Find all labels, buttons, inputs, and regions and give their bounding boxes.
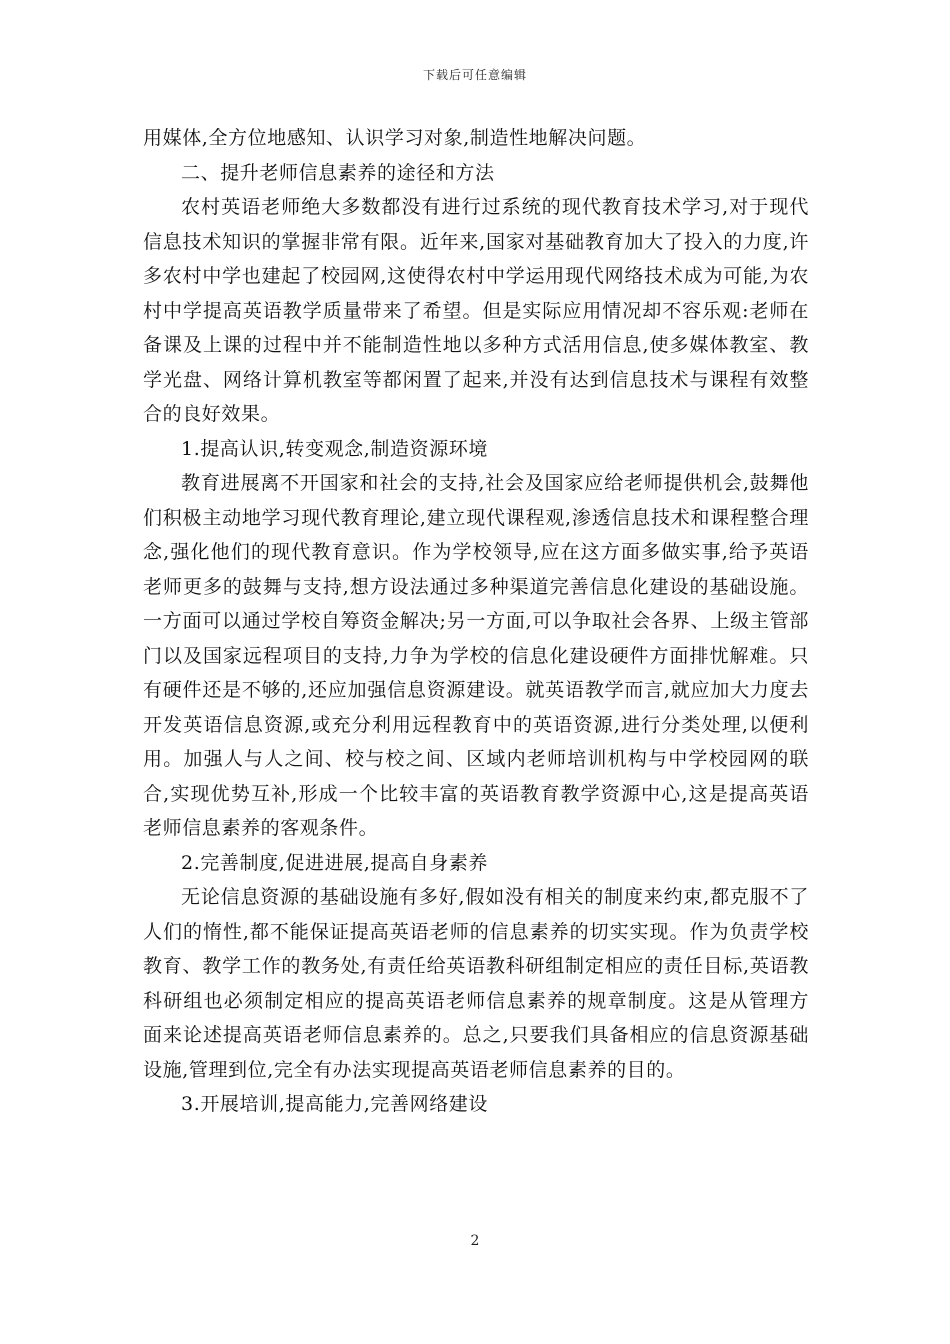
- body-paragraph: 教育进展离不开国家和社会的支持,社会及国家应给老师提供机会,鼓舞他们积极主动地学习现代教育理论,建立现代课程观,渗透信息技术和课程整合理念,强化他们的现代教育意识。作为学校领导,应在这方面多做实事,给予英语老师更多的鼓舞与支持,想方设法通过多种渠道完善信息化建设的基础设施。一方面可以通过学校自筹资金解决;另一方面,可以争取社会各界、上级主管部门以及国家远程项目的支持,力争为学校的信息化建设硬件方面排忧解难。只有硬件还是不够的,还应加强信息资源建设。就英语教学而言,就应加大力度去开发英语信息资源,或充分利用远程教育中的英语资源,进行分类处理,以便利用。加强人与人之间、校与校之间、区域内老师培训机构与中学校园网的联合,实现优势互补,形成一个比较丰富的英语教育教学资源中心,这是提高英语老师信息素养的客观条件。: [143, 472, 809, 839]
- section-heading: 二、提升老师信息素养的途径和方法: [181, 161, 495, 184]
- document-body: [143, 121, 809, 1122]
- subsection-heading: 2.完善制度,促进进展,提高自身素养: [181, 851, 489, 874]
- body-paragraph: 农村英语老师绝大多数都没有进行过系统的现代教育技术学习,对于现代信息技术知识的掌握非常有限。近年来,国家对基础教育加大了投入的力度,许多农村中学也建起了校园网,这使得农村中学运用现代网络技术成为可能,为农村中学提高英语教学质量带来了希望。但是实际应用情况却不容乐观:老师在备课及上课的过程中并不能制造性地以多种方式活用信息,使多媒体教室、教学光盘、网络计算机教室等都闲置了起来,并没有达到信息技术与课程有效整合的良好效果。: [143, 196, 809, 425]
- page-header: 下载后可任意编辑: [422, 68, 527, 82]
- subsection-heading: 1.提高认识,转变观念,制造资源环境: [181, 437, 489, 460]
- body-paragraph: 无论信息资源的基础设施有多好,假如没有相关的制度来约束,都克服不了人们的惰性,都不能保证提高英语老师的信息素养的切实实现。作为负责学校教育、教学工作的教务处,有责任给英语教科研组制定相应的责任目标,英语教科研组也必须制定相应的提高英语老师信息素养的规章制度。这是从管理方面来论述提高英语老师信息素养的。总之,只要我们具备相应的信息资源基础设施,管理到位,完全有办法实现提高英语老师信息素养的目的。: [143, 886, 809, 1081]
- subsection-heading: 3.开展培训,提高能力,完善网络建设: [181, 1093, 489, 1115]
- page-number: 2: [470, 1233, 480, 1249]
- paragraph-continuation: 用媒体,全方位地感知、认识学习对象,制造性地解决问题。: [143, 127, 647, 149]
